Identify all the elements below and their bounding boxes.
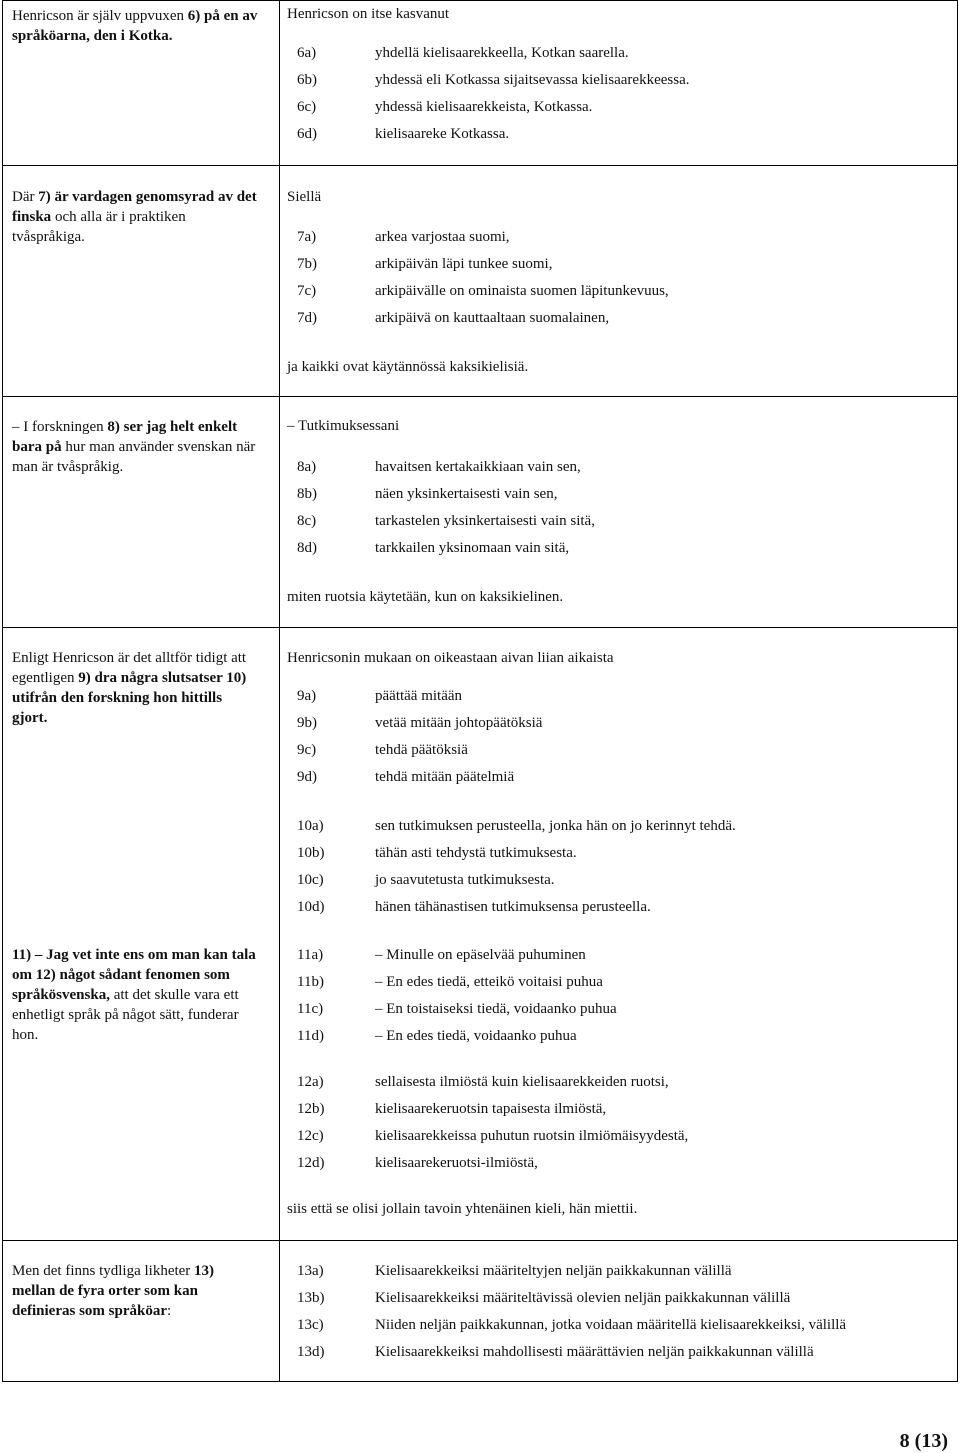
translation-option — [287, 870, 947, 890]
swedish-sentence — [12, 945, 260, 1045]
sentence-text: – I forskningen — [12, 419, 108, 435]
translation-option — [287, 816, 947, 836]
bold-phrase: 11) – Jag vet inte ens om man kan tala om 12) något sådant fenomen som språkösvenska, — [12, 947, 256, 1003]
sentence-text: och alla är i praktiken tvåspråkiga. — [12, 209, 186, 245]
option-text: yhdessä eli Kotkassa sijaitsevassa kielisaarekkeessa. — [375, 72, 690, 88]
option-text: arkea varjostaa suomi, — [375, 229, 510, 245]
option-text: päättää mitään — [375, 688, 463, 704]
bold-phrase: 7) är vardagen genomsyrad av det finska — [12, 189, 257, 225]
bold-phrase: 9) dra några slutsatser 10) utifrån den forskning hon hittills gjort. — [12, 670, 247, 726]
finnish-intro: Henricsonin mukaan on oikeastaan aivan liian aikaista — [287, 650, 614, 666]
translation-option — [287, 97, 947, 117]
option-text: Kielisaarekkeiksi määriteltävissä olevien neljän paikkakunnan välillä — [375, 1290, 791, 1306]
page-number: 8 (13) — [899, 1430, 948, 1452]
swedish-sentence — [12, 648, 260, 728]
option-text: tarkkailen yksinomaan vain sitä, — [375, 540, 570, 556]
sentence-text: Enligt Henricson är det alltför tidigt att egentligen — [12, 650, 247, 686]
translation-option — [287, 1072, 947, 1092]
finnish-intro: Siellä — [287, 189, 322, 205]
option-text: – En edes tiedä, voidaanko puhua — [375, 1028, 577, 1044]
option-label: 6c) — [297, 99, 317, 115]
option-text: tehdä päätöksiä — [375, 742, 468, 758]
option-label: 8d) — [297, 540, 317, 556]
option-label: 12b) — [297, 1101, 325, 1117]
option-label: 9c) — [297, 742, 317, 758]
option-text: sen tutkimuksen perusteella, jonka hän on jo kerinnyt tehdä. — [375, 818, 736, 834]
finnish-outro: ja kaikki ovat käytännössä kaksikielisiä. — [287, 359, 529, 375]
option-label: 13a) — [297, 1263, 324, 1279]
option-text: – En edes tiedä, etteikö voitaisi puhua — [375, 974, 603, 990]
translation-option — [287, 511, 947, 531]
option-text: havaitsen kertakaikkiaan vain sen, — [375, 459, 581, 475]
option-text: arkipäivä on kauttaaltaan suomalainen, — [375, 310, 610, 326]
translation-option — [287, 457, 947, 477]
option-label: 11a) — [297, 947, 324, 963]
swedish-sentence — [12, 417, 260, 477]
option-label: 6b) — [297, 72, 317, 88]
row-divider — [3, 1240, 957, 1241]
translation-option — [287, 897, 947, 917]
sentence-text: Där — [12, 189, 39, 205]
translation-option — [287, 843, 947, 863]
finnish-outro: miten ruotsia käytetään, kun on kaksikielinen. — [287, 589, 564, 605]
translation-option — [287, 1026, 947, 1046]
option-label: 7b) — [297, 256, 317, 272]
option-text: tehdä mitään päätelmiä — [375, 769, 515, 785]
option-label: 12c) — [297, 1128, 324, 1144]
option-text: näen yksinkertaisesti vain sen, — [375, 486, 558, 502]
option-label: 7a) — [297, 229, 317, 245]
option-label: 12d) — [297, 1155, 325, 1171]
option-label: 6d) — [297, 126, 317, 142]
option-label: 10a) — [297, 818, 324, 834]
column-divider — [279, 1, 280, 1381]
translation-option — [287, 1315, 947, 1335]
translation-option — [287, 945, 947, 965]
option-text: kielisaarekeruotsi-ilmiöstä, — [375, 1155, 538, 1171]
option-label: 11b) — [297, 974, 324, 990]
translation-option — [287, 281, 947, 301]
finnish-intro: – Tutkimuksessani — [287, 418, 400, 434]
option-text: tarkastelen yksinkertaisesti vain sitä, — [375, 513, 595, 529]
sentence-text: Henricson är själv uppvuxen — [12, 8, 188, 24]
option-label: 13d) — [297, 1344, 325, 1360]
translation-option — [287, 1288, 947, 1308]
option-label: 13b) — [297, 1290, 325, 1306]
option-text: – Minulle on epäselvää puhuminen — [375, 947, 586, 963]
translation-option — [287, 308, 947, 328]
option-label: 7c) — [297, 283, 317, 299]
option-label: 10b) — [297, 845, 325, 861]
option-label: 10d) — [297, 899, 325, 915]
row-divider — [3, 627, 957, 628]
option-label: 8b) — [297, 486, 317, 502]
translation-option — [287, 227, 947, 247]
option-text: kielisaarekkeissa puhutun ruotsin ilmiömäisyydestä, — [375, 1128, 689, 1144]
translation-option — [287, 1126, 947, 1146]
row-divider — [3, 165, 957, 166]
option-label: 8a) — [297, 459, 317, 475]
option-text: Kielisaarekkeiksi määriteltyjen neljän paikkakunnan välillä — [375, 1263, 732, 1279]
option-text: sellaisesta ilmiöstä kuin kielisaarekkeiden ruotsi, — [375, 1074, 669, 1090]
translation-option — [287, 972, 947, 992]
row-divider — [3, 396, 957, 397]
option-text: hänen tähänastisen tutkimuksensa perusteella. — [375, 899, 651, 915]
option-label: 12a) — [297, 1074, 324, 1090]
option-text: – En toistaiseksi tiedä, voidaanko puhua — [375, 1001, 617, 1017]
translation-option — [287, 999, 947, 1019]
option-text: vetää mitään johtopäätöksiä — [375, 715, 543, 731]
finnish-intro: Henricson on itse kasvanut — [287, 6, 450, 22]
translation-option — [287, 484, 947, 504]
option-text: arkipäivälle on ominaista suomen läpitunkevuus, — [375, 283, 669, 299]
translation-option — [287, 124, 947, 144]
option-text: kielisaarekeruotsin tapaisesta ilmiöstä, — [375, 1101, 607, 1117]
option-text: jo saavutetusta tutkimuksesta. — [375, 872, 555, 888]
option-text: Niiden neljän paikkakunnan, jotka voidaan määritellä kielisaarekkeiksi, välillä — [375, 1317, 847, 1333]
option-label: 9a) — [297, 688, 317, 704]
sentence-text: Men det finns tydliga likheter — [12, 1263, 195, 1279]
sentence-text: hur man använder svenskan när man är tvåspråkig. — [12, 439, 256, 475]
translation-option — [287, 254, 947, 274]
option-text: kielisaareke Kotkassa. — [375, 126, 510, 142]
translation-option — [287, 70, 947, 90]
translation-option — [287, 740, 947, 760]
option-label: 6a) — [297, 45, 317, 61]
option-label: 9d) — [297, 769, 317, 785]
option-text: tähän asti tehdystä tutkimuksesta. — [375, 845, 577, 861]
translation-option — [287, 713, 947, 733]
option-label: 7d) — [297, 310, 317, 326]
translation-option — [287, 538, 947, 558]
translation-option — [287, 1099, 947, 1119]
translation-option — [287, 1153, 947, 1173]
translation-option — [287, 686, 947, 706]
option-label: 10c) — [297, 872, 324, 888]
option-label: 9b) — [297, 715, 317, 731]
option-text: arkipäivän läpi tunkee suomi, — [375, 256, 553, 272]
translation-option — [287, 1342, 947, 1362]
bold-phrase: 13) mellan de fyra orter som kan definieras som språköar — [12, 1263, 215, 1319]
option-label: 11d) — [297, 1028, 324, 1044]
swedish-sentence — [12, 1261, 260, 1321]
sentence-text: : — [167, 1303, 172, 1319]
option-label: 8c) — [297, 513, 317, 529]
sentence-text: att det skulle vara ett enhetligt språk på något sätt, funderar hon. — [12, 987, 239, 1043]
option-text: Kielisaarekkeiksi mahdollisesti määrättävien neljän paikkakunnan välillä — [375, 1344, 814, 1360]
translation-option — [287, 1261, 947, 1281]
finnish-outro: siis että se olisi jollain tavoin yhtenäinen kieli, hän miettii. — [287, 1201, 638, 1217]
bold-phrase: 6) på en av språköarna, den i Kotka. — [12, 8, 258, 44]
swedish-sentence — [12, 187, 260, 247]
translation-option — [287, 43, 947, 63]
translation-option — [287, 767, 947, 787]
swedish-sentence — [12, 6, 260, 46]
option-text: yhdessä kielisaarekkeista, Kotkassa. — [375, 99, 593, 115]
bold-phrase: 8) ser jag helt enkelt bara på — [12, 419, 238, 455]
option-label: 13c) — [297, 1317, 324, 1333]
option-text: yhdellä kielisaarekkeella, Kotkan saarella. — [375, 45, 629, 61]
option-label: 11c) — [297, 1001, 324, 1017]
